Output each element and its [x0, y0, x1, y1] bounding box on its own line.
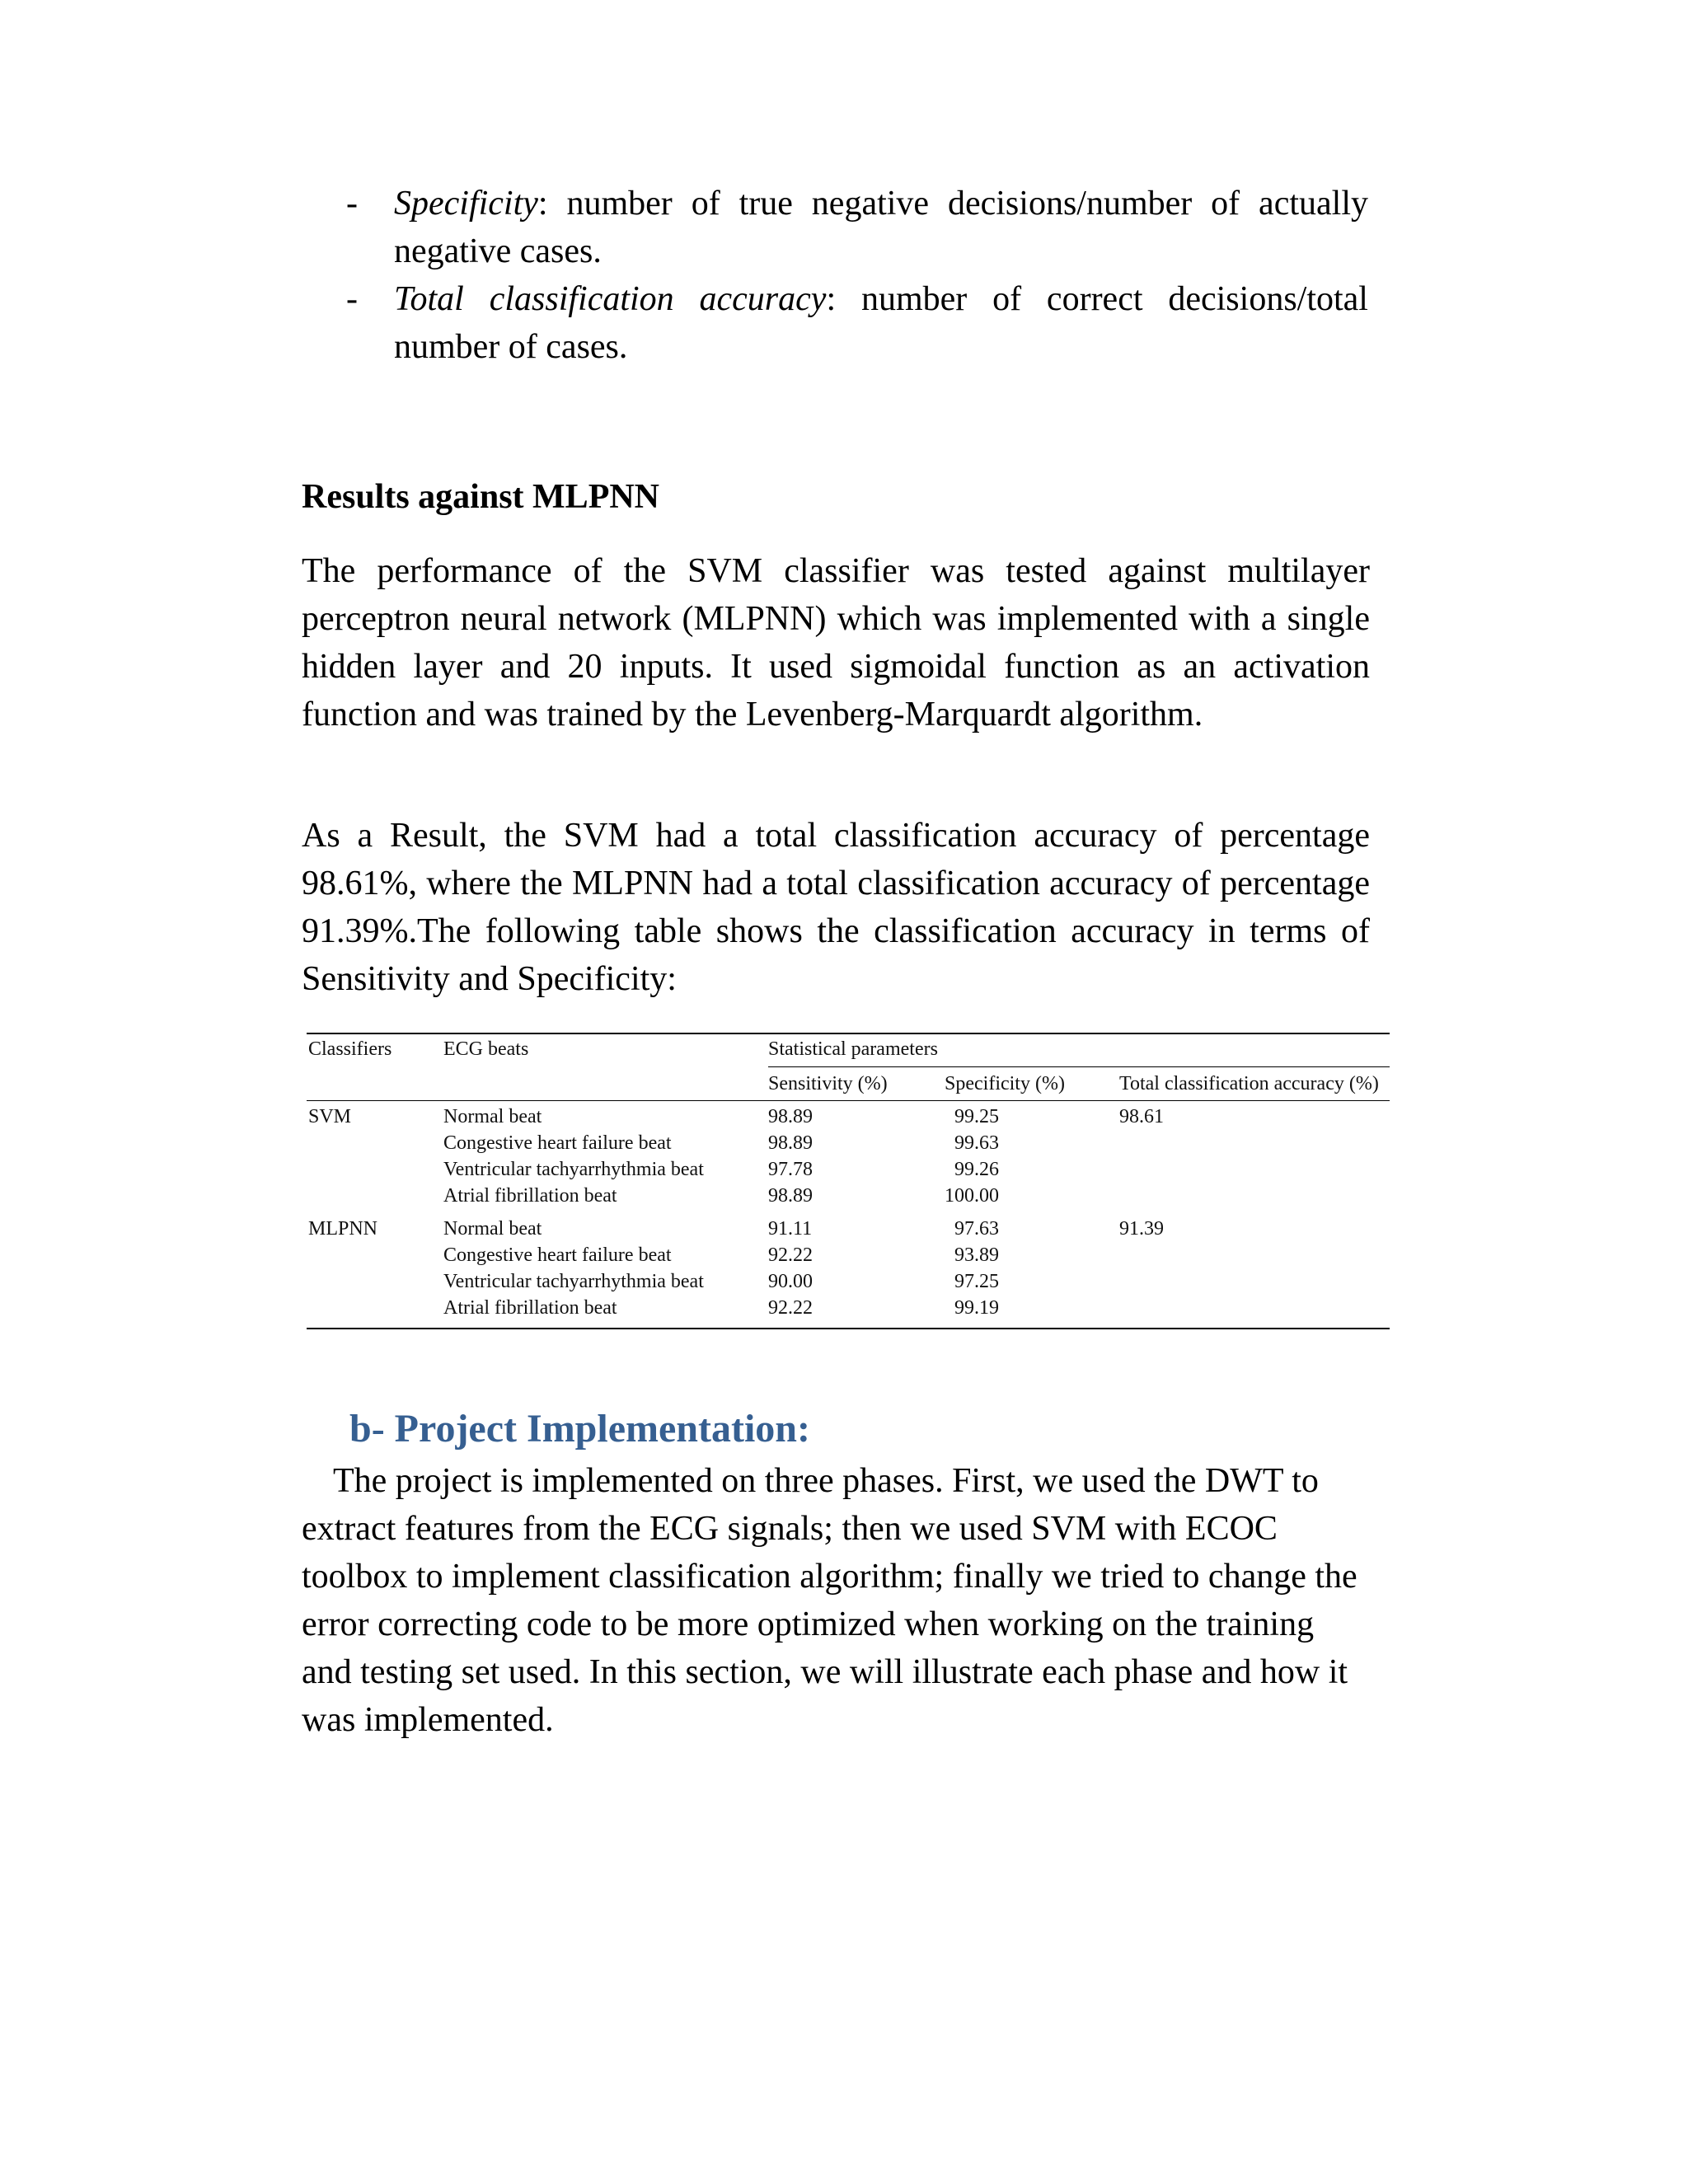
table-row-sensitivity: 98.89	[768, 1185, 813, 1207]
table-row-beat: Atrial fibrillation beat	[443, 1297, 617, 1319]
results-paragraph-2: As a Result, the SVM had a total classification accuracy of percentage 98.61%, where the MLPNN had a total classification accuracy of percentage 91.39%.The following table shows the classification accuracy in terms of Sensitivity and Specificity:	[302, 817, 1370, 998]
table-row-beat: Congestive heart failure beat	[443, 1132, 672, 1154]
table-row-beat: Atrial fibrillation beat	[443, 1185, 617, 1207]
table-row-sensitivity: 91.11	[768, 1218, 813, 1240]
table-row-specificity: 93.89	[954, 1244, 999, 1266]
table-row-specificity: 100.00	[945, 1185, 999, 1207]
definition-total-accuracy: : number of correct decisions/total number of cases.	[394, 280, 1368, 366]
table-row-sensitivity: 98.89	[768, 1106, 813, 1127]
implementation-heading: b- Project Implementation:	[349, 1407, 810, 1451]
bullet-specificity	[346, 180, 1368, 275]
bullet-dash: -	[346, 185, 358, 223]
total-accuracy-mlpnn: 91.39	[1119, 1218, 1164, 1240]
table-bottom-rule	[307, 1328, 1390, 1329]
col-header-ecg-beats: ECG beats	[443, 1038, 529, 1060]
classifier-mlpnn: MLPNN	[308, 1218, 378, 1240]
table-row-specificity: 99.26	[954, 1159, 999, 1180]
classifier-svm: SVM	[308, 1106, 352, 1127]
table-row-beat: Congestive heart failure beat	[443, 1244, 672, 1266]
table-top-rule	[307, 1033, 1390, 1034]
table-row-specificity: 97.25	[954, 1271, 999, 1292]
col-header-total-accuracy: Total classification accuracy (%)	[1119, 1073, 1379, 1094]
table-row-specificity: 99.19	[954, 1297, 999, 1319]
table-row-sensitivity: 92.22	[768, 1244, 813, 1266]
table-row-specificity: 99.25	[954, 1106, 999, 1127]
table-row-specificity: 99.63	[954, 1132, 999, 1154]
table-row-beat: Normal beat	[443, 1106, 542, 1127]
table-row-sensitivity: 98.89	[768, 1132, 813, 1154]
results-heading: Results against MLPNN	[302, 478, 660, 516]
table-header-rule	[307, 1100, 1390, 1101]
col-header-specificity: Specificity (%)	[945, 1073, 1065, 1094]
results-paragraph-1: The performance of the SVM classifier was tested against multilayer perceptron neural network (MLPNN) which was implemented with a single hidden layer and 20 inputs. It used sigmoidal function as an activation function and was trained by the Levenberg-Marquardt algorithm.	[302, 552, 1370, 733]
definition-specificity: : number of true negative decisions/number of actually negative cases.	[394, 185, 1368, 270]
total-accuracy-svm: 98.61	[1119, 1106, 1164, 1127]
col-header-statistical-parameters: Statistical parameters	[768, 1038, 938, 1060]
implementation-paragraph: The project is implemented on three phases. First, we used the DWT to extract features from the ECG signals; then we used SVM with ECOC toolbox to implement classification algorithm; finally we tried to change the error correcting code to be more optimized when working on the training and testing set used. In this section, we will illustrate each phase and how it was implemented.	[302, 1462, 1357, 1739]
results-table	[307, 1033, 1390, 1331]
table-row-beat: Ventricular tachyarrhythmia beat	[443, 1271, 704, 1292]
table-row-beat: Normal beat	[443, 1218, 542, 1240]
table-row-sensitivity: 92.22	[768, 1297, 813, 1319]
table-subheader-rule	[768, 1066, 1390, 1067]
col-header-classifiers: Classifiers	[308, 1038, 392, 1060]
bullet-total-accuracy	[346, 275, 1368, 371]
table-row-beat: Ventricular tachyarrhythmia beat	[443, 1159, 704, 1180]
definition-list	[346, 180, 1368, 371]
col-header-sensitivity: Sensitivity (%)	[768, 1073, 888, 1094]
term-specificity: Specificity	[394, 185, 538, 223]
bullet-dash: -	[346, 280, 358, 318]
term-total-accuracy: Total classification accuracy	[394, 280, 827, 318]
table-row-sensitivity: 90.00	[768, 1271, 813, 1292]
table-row-specificity: 97.63	[954, 1218, 999, 1240]
table-row-sensitivity: 97.78	[768, 1159, 813, 1180]
